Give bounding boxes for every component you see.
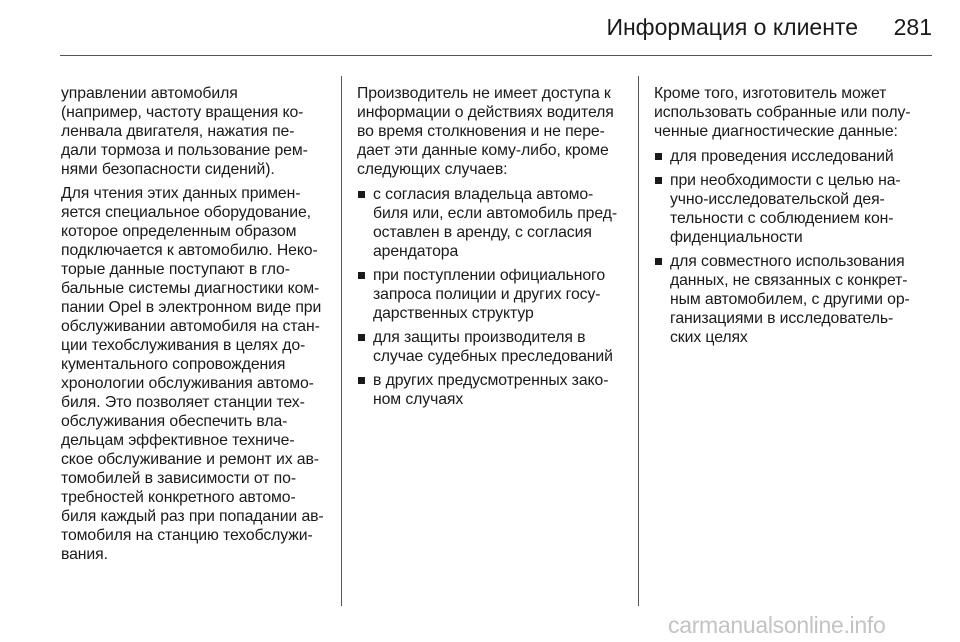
text-line: дельцам эффективное техниче- xyxy=(61,432,295,449)
text-line: ции техобслуживания в целях до- xyxy=(61,337,306,354)
header-rule xyxy=(60,55,932,56)
text-line: управлении автомобиля xyxy=(61,85,238,102)
text-line: ское обслуживание и ремонт их ав- xyxy=(61,451,319,468)
list-item xyxy=(357,266,629,323)
text-line: информации о действиях водителя xyxy=(357,104,614,121)
text-line: для совместного использования xyxy=(670,253,905,270)
square-bullet-icon xyxy=(358,334,365,341)
text-line: для проведения исследований xyxy=(670,148,894,165)
text-line: ным автомобилем, с другими ор- xyxy=(670,291,910,308)
text-line: оставлен в аренду, с согласия xyxy=(373,224,592,241)
paragraph xyxy=(654,84,930,141)
text-line: хронологии обслуживания автомо- xyxy=(61,375,314,392)
list-item xyxy=(654,147,930,166)
text-line: торые данные поступают в гло- xyxy=(61,261,290,278)
paragraph xyxy=(61,184,333,564)
square-bullet-icon xyxy=(655,258,662,265)
text-line: вания. xyxy=(61,546,108,563)
text-line: биля или, если автомобиль пред- xyxy=(373,205,617,222)
text-line: подключается к автомобилю. Неко- xyxy=(61,242,318,259)
text-line: запроса полиции и других госу- xyxy=(373,286,601,303)
text-line: биля. Это позволяет станции тех- xyxy=(61,394,305,411)
text-line: ских целях xyxy=(670,329,748,346)
bullet-list xyxy=(654,147,930,347)
text-line: ченные диагностические данные: xyxy=(654,123,898,140)
text-line: (например, частоту вращения ко- xyxy=(61,104,304,121)
text-line: биля каждый раз при попадании ав- xyxy=(61,508,324,525)
square-bullet-icon xyxy=(655,153,662,160)
text-line: данных, не связанных с конкрет- xyxy=(670,272,908,289)
text-line: кументального сопровождения xyxy=(61,356,286,373)
text-line: Производитель не имеет доступа к xyxy=(357,85,611,102)
list-item xyxy=(654,171,930,247)
text-line: ленвала двигателя, нажатия пе- xyxy=(61,123,295,140)
text-line: фиденциальности xyxy=(670,229,803,246)
list-item xyxy=(357,185,629,261)
text-line: нями безопасности сидений). xyxy=(61,161,275,178)
page-title: Информация о клиенте xyxy=(606,14,858,40)
text-line: Кроме того, изготовитель может xyxy=(654,85,887,102)
bullet-list xyxy=(357,185,629,409)
text-line: использовать собранные или полу- xyxy=(654,104,911,121)
text-line: учно-исследовательской дея- xyxy=(670,191,885,208)
text-line: при необходимости с целью на- xyxy=(670,172,901,189)
square-bullet-icon xyxy=(358,377,365,384)
watermark-text: carmanualsonline.info xyxy=(668,612,886,638)
text-line: дает эти данные кому-либо, кроме xyxy=(357,142,609,159)
text-line: арендатора xyxy=(373,243,459,260)
text-line: томобиля на станцию техобслужи- xyxy=(61,527,313,544)
text-line: ганизациями в исследователь- xyxy=(670,310,894,327)
paragraph xyxy=(357,84,629,179)
column-1 xyxy=(61,84,333,569)
text-line: следующих случаев: xyxy=(357,161,508,178)
text-line: для защиты производителя в xyxy=(373,329,586,346)
text-line: томобилей в зависимости от по- xyxy=(61,470,296,487)
text-line: требностей конкретного автомо- xyxy=(61,489,296,506)
square-bullet-icon xyxy=(655,177,662,184)
text-line: дарственных структур xyxy=(373,305,534,322)
text-line: во время столкновения и не пере- xyxy=(357,123,605,140)
text-line: пании Opel в электронном виде при xyxy=(61,299,322,316)
column-divider-1 xyxy=(341,76,342,606)
text-line: дали тормоза и пользование рем- xyxy=(61,142,308,159)
text-line: которое определенным образом xyxy=(61,223,297,240)
text-line: яется специальное оборудование, xyxy=(61,204,311,221)
list-item xyxy=(654,252,930,347)
square-bullet-icon xyxy=(358,191,365,198)
text-line: Для чтения этих данных примен- xyxy=(61,185,301,202)
text-line: с согласия владельца автомо- xyxy=(373,186,594,203)
page-number: 281 xyxy=(893,14,932,40)
text-line: при поступлении официального xyxy=(373,267,606,284)
text-line: случае судебных преследований xyxy=(373,348,613,365)
column-2 xyxy=(357,84,629,414)
square-bullet-icon xyxy=(358,272,365,279)
list-item xyxy=(357,328,629,366)
text-line: обслуживании автомобиля на стан- xyxy=(61,318,320,335)
text-line: бальные системы диагностики ком- xyxy=(61,280,320,297)
column-divider-2 xyxy=(638,76,639,606)
paragraph xyxy=(61,84,333,179)
text-line: в других предусмотренных зако- xyxy=(373,372,609,389)
text-line: обслуживания обеспечить вла- xyxy=(61,413,288,430)
text-line: тельности с соблюдением кон- xyxy=(670,210,894,227)
list-item xyxy=(357,371,629,409)
text-line: ном случаях xyxy=(373,391,464,408)
column-3 xyxy=(654,84,930,352)
